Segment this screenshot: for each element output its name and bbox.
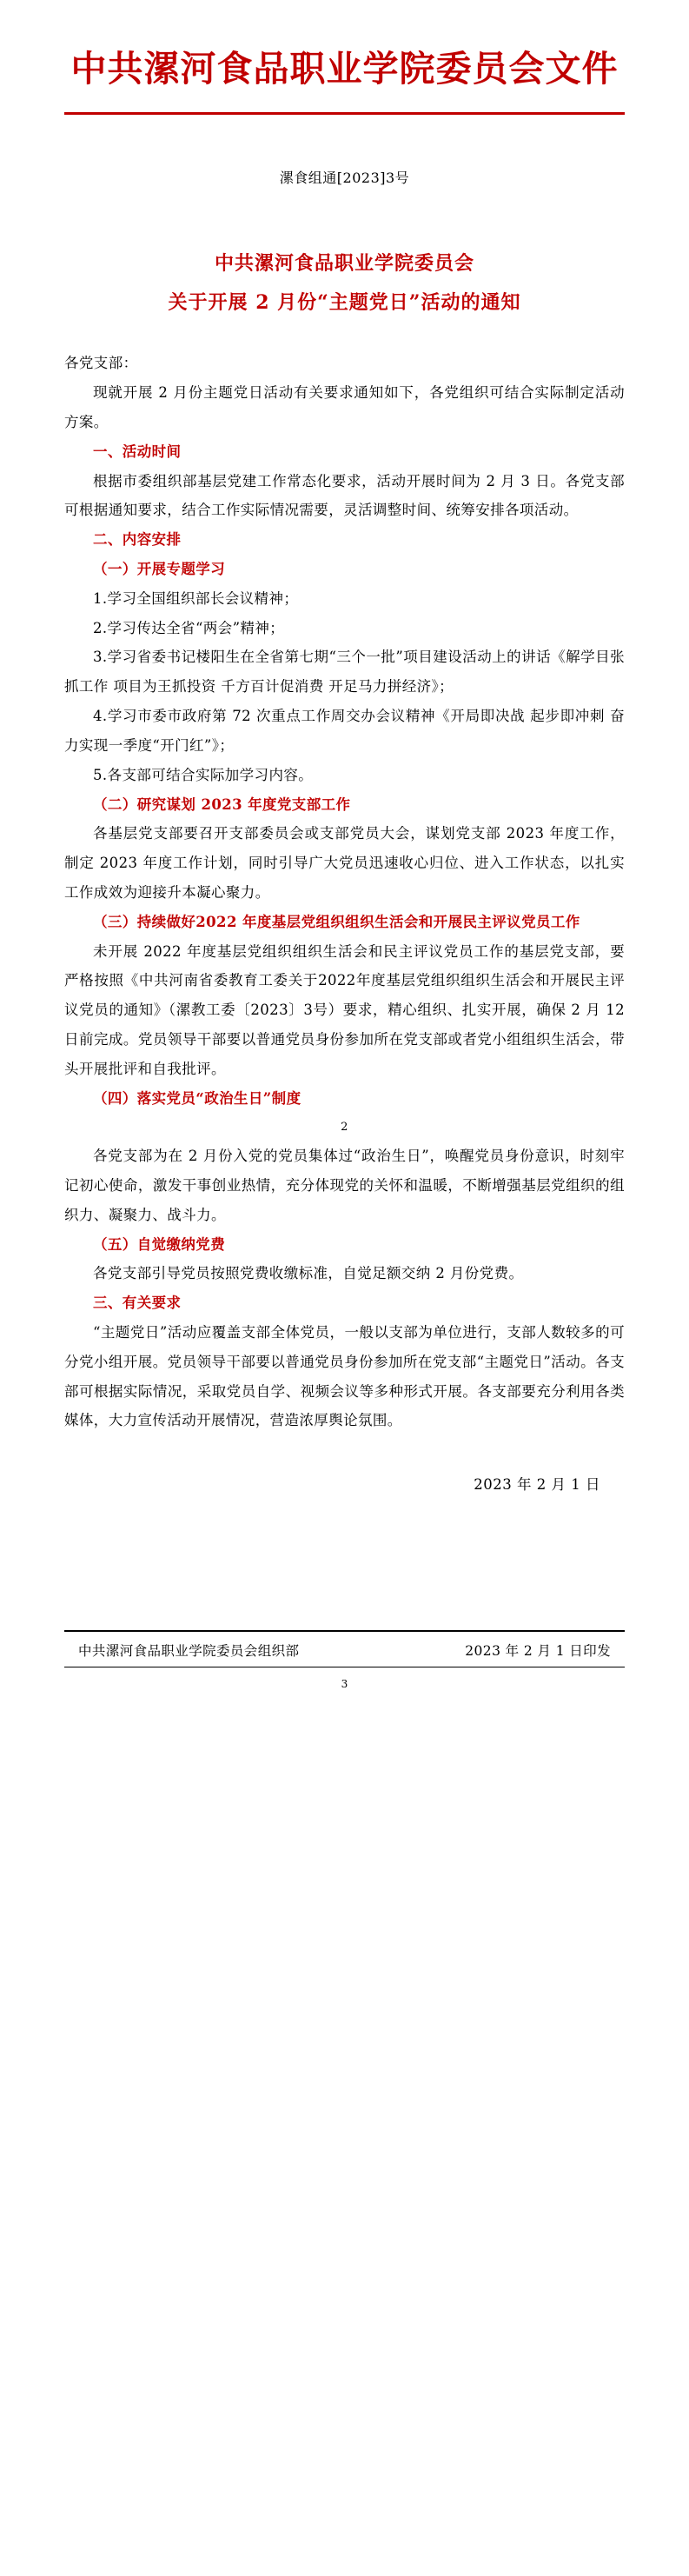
subsection-2-text: 各基层党支部要召开支部委员会或支部党员大会，谋划党支部 2023 年度工作，制定 2023 年度工作计划，同时引导广大党员迅速收心归位、进入工作状态，以扎实工作成效为迎接升本凝心聚力。: [64, 825, 625, 901]
document-body: [64, 349, 625, 1500]
list-item: 5.各支部可结合实际加学习内容。: [93, 766, 314, 783]
intro-paragraph: 现就开展 2 月份主题党日活动有关要求通知如下，各党组织可结合实际制定活动方案。: [64, 384, 625, 430]
list-item: 3.学习省委书记楼阳生在全省第七期“三个一批”项目建设活动上的讲话《解学目张抓工作 项目为王抓投资 千方百计促消费 开足马力拼经济》；: [64, 649, 625, 696]
list-item: 4.学习市委市政府第 72 次重点工作周交办会议精神《开局即决战 起步即冲刺 奋力实现一季度“开门红”》；: [64, 708, 625, 754]
masthead-divider: [64, 112, 625, 115]
footer-issue-date: 2023 年 2 月 1 日印发: [465, 1642, 611, 1659]
subsection-heading-4: （四）落实党员“政治生日”制度: [93, 1089, 301, 1107]
page-title-line1: 中共漯河食品职业学院委员会: [214, 252, 474, 276]
list-item: 1.学习全国组织部长会议精神；: [93, 589, 299, 607]
footer-page-number: 3: [341, 1678, 348, 1691]
subsection-5-text: 各党支部引导党员按照党费收缴标准，自觉足额交纳 2 月份党费。: [93, 1265, 524, 1282]
list-item: 2.学习传达全省“两会”精神；: [93, 619, 285, 636]
masthead: [64, 49, 625, 115]
page-title: [64, 244, 625, 323]
inline-page-marker: 2: [341, 1121, 348, 1135]
document-footer: [64, 1630, 625, 1699]
masthead-title: 中共漯河食品职业学院委员会文件: [70, 48, 619, 90]
section-3-text: “主题党日”活动应覆盖支部全体党员，一般以支部为单位进行，支部人数较多的可分党小组开展。党员领导干部要以普通党员身份参加所在党支部“主题党日”活动。各支部可根据实际情况，采取党员自学、视频会议等多种形式开展。各支部要充分利用各类媒体，大力宣传活动开展情况，营造浓厚舆论氛围。: [64, 1323, 625, 1429]
section-heading-1: 一、活动时间: [93, 443, 182, 460]
page-title-line2: 关于开展 2 月份“主题党日”活动的通知: [168, 291, 521, 315]
subsection-4-text: 各党支部为在 2 月份入党的党员集体过“政治生日”，唤醒党员身份意识，时刻牢记初心使命，激发干事创业热情，充分体现党的关怀和温暖，不断增强基层党组织的组织力、凝聚力、战斗力。: [64, 1148, 625, 1223]
section-heading-2: 二、内容安排: [93, 531, 182, 549]
footer-row: [64, 1632, 625, 1667]
document-number: 漯食组通[2023]3号: [279, 170, 410, 187]
salutation: 各党支部：: [64, 355, 138, 372]
subsection-heading-2: （二）研究谋划 2023 年度党支部工作: [93, 795, 351, 813]
subsection-heading-3: （三）持续做好2022 年度基层党组织组织生活会和开展民主评议党员工作: [93, 913, 580, 930]
subsection-3-text: 未开展 2022 年度基层党组织组织生活会和民主评议党员工作的基层党支部，要严格按照《中共河南省委教育工委关于2022年度基层党组织组织生活会和开展民主评议党员的通知》（漯教工委〔2023〕3号）要求，精心组织、扎实开展，确保 2 月 12 日前完成。党员领导干部要以普通党员身份参加所在党支部或者党小组组织生活会，带头开展批评和自我批评。: [64, 942, 625, 1077]
subsection-heading-5: （五）自觉缴纳党费: [93, 1235, 226, 1253]
section-heading-3: 三、有关要求: [93, 1295, 182, 1312]
subsection-heading-1: （一）开展专题学习: [93, 561, 226, 578]
footer-issuer: 中共漯河食品职业学院委员会组织部: [78, 1642, 300, 1659]
signature-date: 2023 年 2 月 1 日: [474, 1476, 600, 1494]
section-1-text: 根据市委组织部基层党建工作常态化要求，活动开展时间为 2 月 3 日。各党支部可根据通知要求，结合工作实际情况需要，灵活调整时间、统筹安排各项活动。: [64, 472, 625, 519]
footer-divider-bottom: [64, 1667, 625, 1668]
